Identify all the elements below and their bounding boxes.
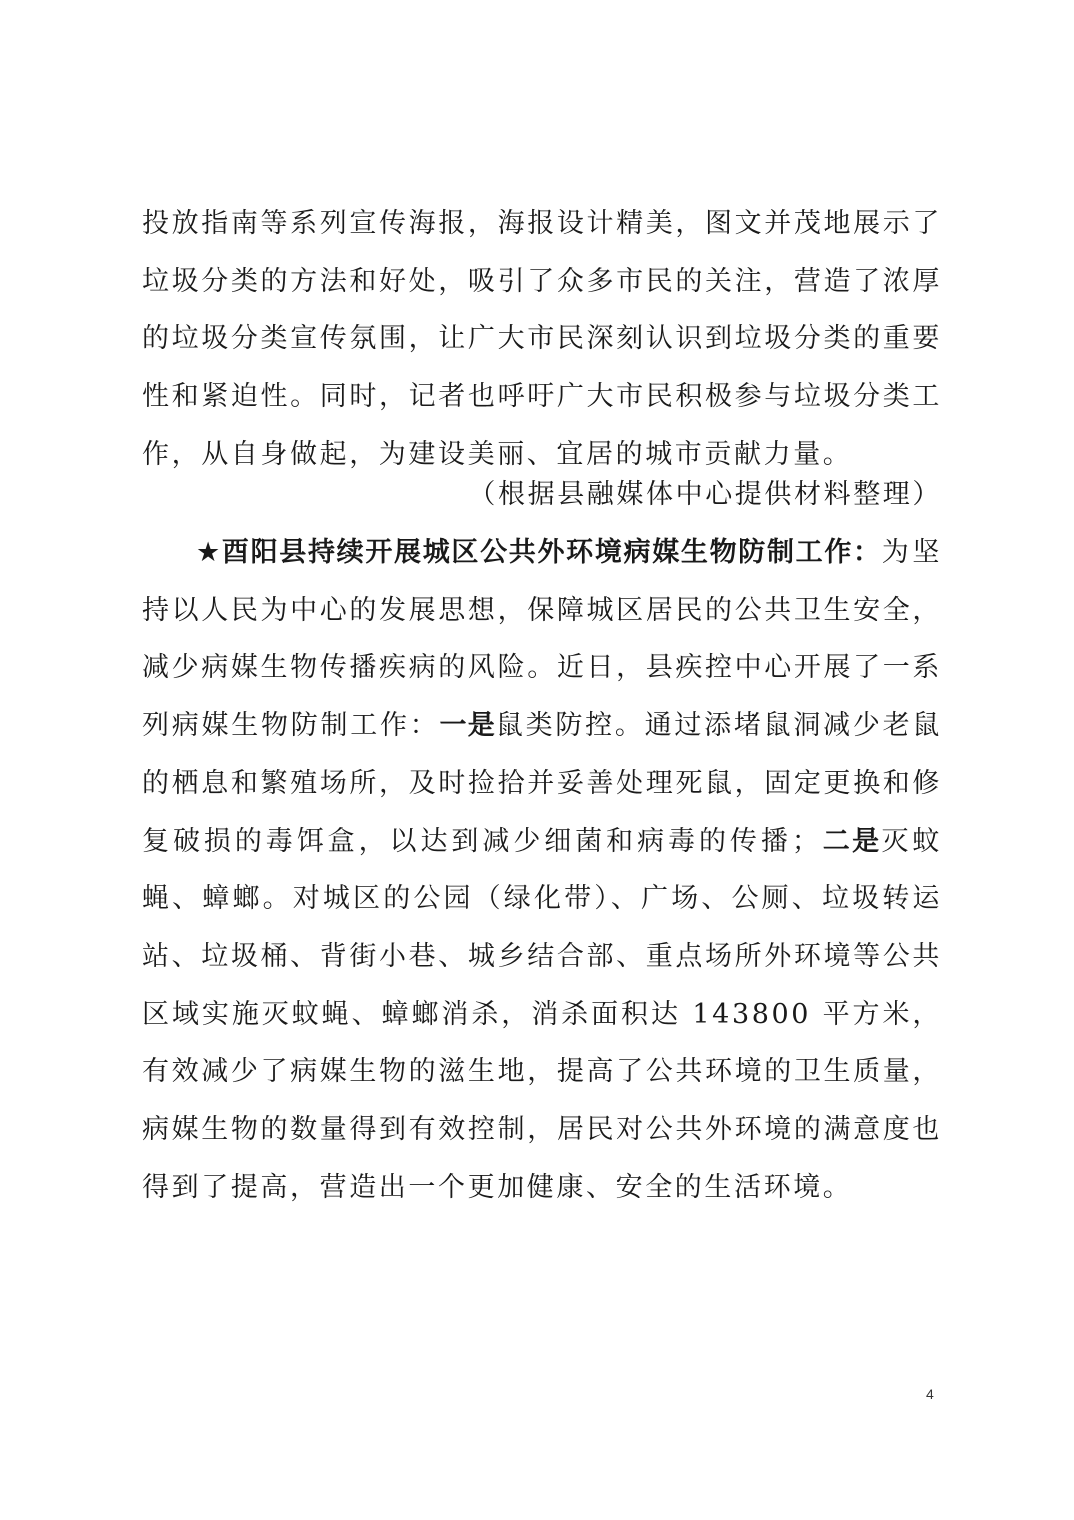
continuation-paragraph: 投放指南等系列宣传海报，海报设计精美，图文并茂地展示了垃圾分类的方法和好处，吸引了众多市民的关注，营造了浓厚的垃圾分类宣传氛围，让广大市民深刻认识到垃圾分类的重要性和紧迫性。同时，记者也呼吁广大市民积极参与垃圾分类工作，从自身做起，为建设美丽、宜居的城市贡献力量。 (142, 208, 942, 470)
page-number: 4 (926, 1386, 934, 1402)
point-two-label: 二是 (821, 825, 882, 857)
point-two-text: 灭蚊蝇、蟑螂。对城区的公园（绿化带）、广场、公厕、垃圾转运站、垃圾桶、背街小巷、城乡结合部、重点场所外环境等公共区域实施灭蚊蝇、蟑螂消杀，消杀面积达 143800 平方米，有效减少了病媒生物的滋生地，提高了公共环境的卫生质量，病媒生物的数量得到有效控制，居民对公共外环境的满意度也得到了提高，营造出一个更加健康、安全的生活环境。 (142, 825, 942, 1203)
article-intro: 为坚持以人民为中心的发展思想，保障城区居民的公共卫生安全，减少病媒生物传播疾病的风险。近日，县疾控中心开展了一系列病媒生物防制工作： (142, 537, 943, 742)
point-one-label: 一是 (439, 710, 496, 742)
article-paragraph (142, 524, 942, 1216)
article-heading: ★酉阳县持续开展城区公共外环境病媒生物防制工作： (196, 537, 882, 568)
source-note: （根据县融媒体中心提供材料整理） (468, 479, 942, 510)
point-one-text: 鼠类防控。通过添堵鼠洞减少老鼠的栖息和繁殖场所，及时捡拾并妥善处理死鼠，固定更换和修复破损的毒饵盒，以达到减少细菌和病毒的传播； (142, 710, 943, 857)
